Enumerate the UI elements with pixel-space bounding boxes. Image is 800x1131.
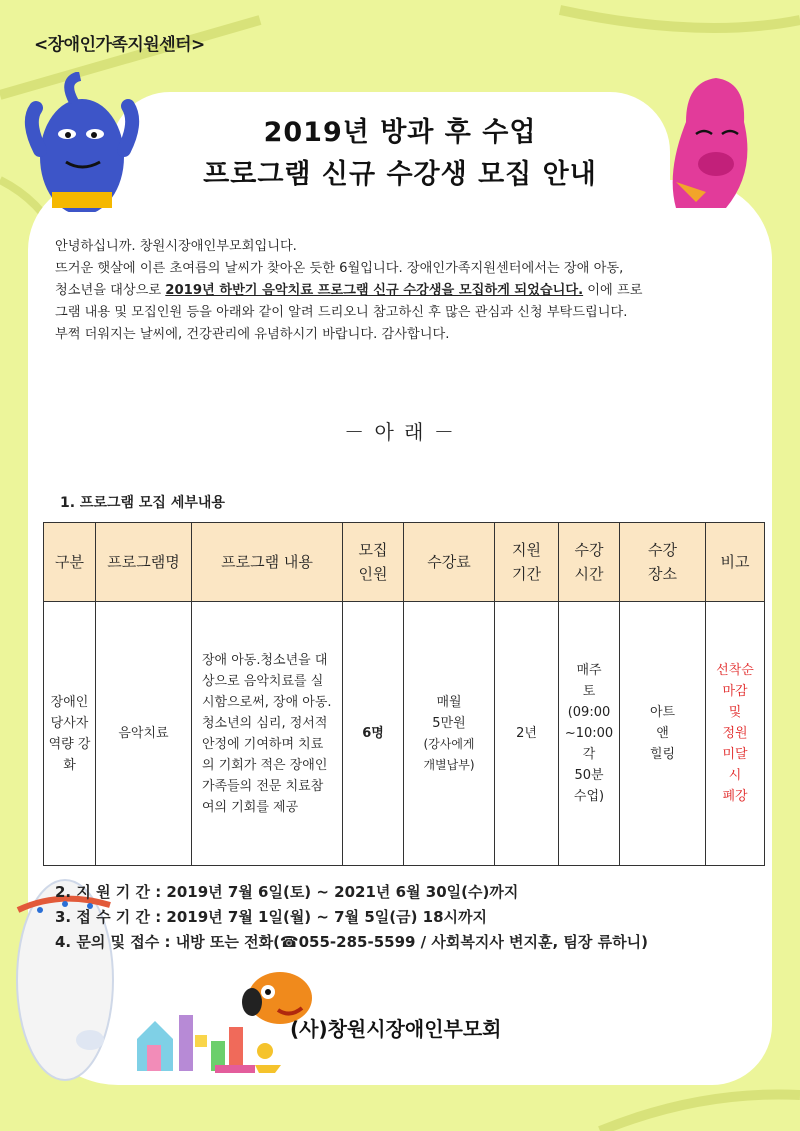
cell-place: 아트 앤 힐링 bbox=[620, 602, 706, 866]
contact-info: 4. 문의 및 접수 : 내방 또는 전화(☎055-285-5599 / 사회복지사 변지훈, 팀장 류하니) bbox=[55, 933, 648, 951]
cell-capacity: 6명 bbox=[343, 602, 404, 866]
application-period: 3. 접 수 기 간 : 2019년 7월 1일(월) ~ 7월 5일(금) 18시까지 bbox=[55, 908, 488, 926]
header-period: 지원 기간 bbox=[495, 523, 559, 602]
intro-line: 부쩍 더워지는 날씨에, 건강관리에 유념하시기 바랍니다. 감사합니다. bbox=[55, 327, 450, 342]
cell-program-content: 장애 아동.청소년을 대상으로 음악치료를 실시함으로써, 장애 아동.청소년의 심리, 정서적 안정에 기여하며 치료의 기회가 적은 장애인 가족들의 전문 치료참여의 기회를 제공 bbox=[192, 602, 343, 866]
details-list bbox=[55, 880, 775, 955]
cell-fee bbox=[404, 602, 495, 866]
organization-name: (사)창원시장애인부모회 bbox=[290, 1017, 502, 1041]
intro-line-post: 이에 프로 bbox=[583, 283, 643, 298]
intro-emphasis: 2019년 하반기 음악치료 프로그램 신규 수강생을 모집하게 되었습니다. bbox=[165, 283, 584, 298]
header-capacity: 모집 인원 bbox=[343, 523, 404, 602]
title-line-1: 2019년 방과 후 수업 bbox=[263, 117, 537, 148]
header-program-name: 프로그램명 bbox=[96, 523, 192, 602]
colorful-blocks-logo bbox=[135, 1005, 285, 1075]
program-table bbox=[43, 522, 765, 866]
table-row bbox=[44, 602, 765, 866]
cell-period: 2년 bbox=[495, 602, 559, 866]
intro-line-pre: 청소년을 대상으로 bbox=[55, 283, 166, 298]
title-line-2: 프로그램 신규 수강생 모집 안내 bbox=[203, 159, 597, 190]
intro-line: 안녕하십니까. 창원시장애인부모회입니다. bbox=[55, 239, 297, 254]
cell-time: 매주 토 (09:00 ~10:00 각 50분 수업) bbox=[559, 602, 620, 866]
support-period: 2. 지 원 기 간 : 2019년 7월 6일(토) ~ 2021년 6월 30일(수)까지 bbox=[55, 883, 519, 901]
fee-amount: 매월 5만원 bbox=[432, 694, 466, 731]
header-place: 수강 장소 bbox=[620, 523, 706, 602]
header-note: 비고 bbox=[706, 523, 765, 602]
header-time: 수강 시간 bbox=[559, 523, 620, 602]
table-header-row bbox=[44, 523, 765, 602]
section-1-title: 1. 프로그램 모집 세부내용 bbox=[60, 495, 225, 511]
cell-program-name: 음악치료 bbox=[96, 602, 192, 866]
cell-note: 선착순 마감 및 정원 미달 시 폐강 bbox=[706, 602, 765, 866]
header-fee: 수강료 bbox=[404, 523, 495, 602]
intro-line: 뜨거운 햇살에 이른 초여름의 날씨가 찾아온 듯한 6월입니다. 장애인가족지원센터에서는 장애 아동, bbox=[55, 261, 624, 276]
header-category: 구분 bbox=[44, 523, 96, 602]
intro-text bbox=[55, 236, 755, 346]
intro-line: 그램 내용 및 모집인원 등을 아래와 같이 알려 드리오니 참고하신 후 많은 관심과 신청 부탁드립니다. bbox=[55, 305, 628, 320]
cell-category: 장애인 당사자 역량 강화 bbox=[44, 602, 96, 866]
intro-line bbox=[55, 280, 755, 302]
header-program-content: 프로그램 내용 bbox=[192, 523, 343, 602]
fee-note: (강사에게 개별납부) bbox=[423, 736, 475, 772]
notice-heading: － 아 래 － bbox=[344, 420, 456, 444]
center-name-tag: <장애인가족지원센터> bbox=[34, 35, 205, 55]
